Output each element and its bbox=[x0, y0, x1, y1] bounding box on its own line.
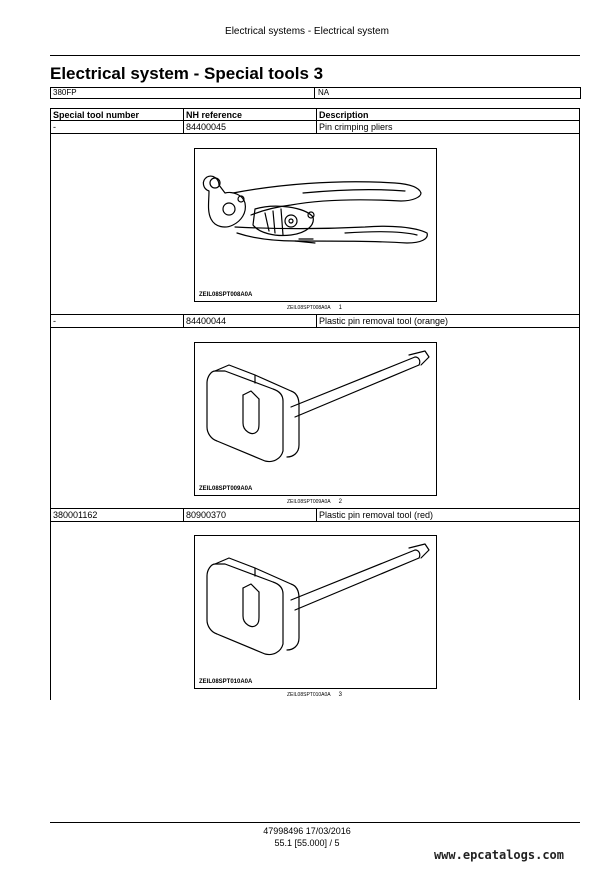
figure-code: ZEIL08SPT009A0A bbox=[199, 486, 253, 492]
figure-row bbox=[50, 328, 580, 509]
tool-number: - bbox=[51, 121, 184, 133]
footer-page-ref: 55.1 [55.000] / 5 bbox=[274, 838, 340, 848]
col-header-nh-reference: NH reference bbox=[184, 109, 317, 120]
table-header-row bbox=[50, 108, 580, 121]
running-header: Electrical systems - Electrical system bbox=[225, 26, 389, 37]
figure-caption bbox=[287, 305, 342, 311]
tool-figure bbox=[194, 148, 437, 302]
nh-reference: 80900370 bbox=[184, 509, 317, 521]
special-tools-table bbox=[50, 108, 580, 700]
col-header-tool-number: Special tool number bbox=[51, 109, 184, 120]
figure-row bbox=[50, 134, 580, 315]
figure-caption bbox=[287, 692, 342, 698]
figure-caption bbox=[287, 499, 342, 505]
table-row bbox=[50, 315, 580, 328]
figure-number: 3 bbox=[338, 692, 342, 698]
table-row bbox=[50, 509, 580, 522]
figure-code: ZEIL08SPT010A0A bbox=[199, 679, 253, 685]
footer-rule bbox=[50, 822, 580, 823]
pin-removal-tool-icon bbox=[195, 343, 436, 495]
figure-code: ZEIL08SPT008A0A bbox=[199, 292, 253, 298]
nh-reference: 84400044 bbox=[184, 315, 317, 327]
caption-code: ZEIL08SPT010A0A bbox=[287, 692, 331, 698]
figure-number: 1 bbox=[338, 305, 342, 311]
description: Plastic pin removal tool (red) bbox=[319, 510, 434, 520]
caption-code: ZEIL08SPT009A0A bbox=[287, 499, 331, 505]
col-header-description: Description bbox=[319, 110, 369, 120]
footer-doc-ref: 47998496 17/03/2016 bbox=[263, 826, 351, 836]
figure-number: 2 bbox=[338, 499, 342, 505]
description: Pin crimping pliers bbox=[319, 122, 393, 132]
crimping-pliers-icon bbox=[195, 149, 436, 301]
description: Plastic pin removal tool (orange) bbox=[319, 316, 449, 326]
header-rule bbox=[50, 55, 580, 56]
caption-code: ZEIL08SPT008A0A bbox=[287, 305, 331, 311]
model-value: NA bbox=[318, 88, 330, 97]
watermark: www.epcatalogs.com bbox=[433, 848, 564, 862]
tool-number: 380001162 bbox=[51, 509, 184, 521]
pin-removal-tool-icon bbox=[195, 536, 436, 688]
nh-reference: 84400045 bbox=[184, 121, 317, 133]
tool-figure bbox=[194, 535, 437, 689]
tool-number: - bbox=[51, 315, 184, 327]
tool-figure bbox=[194, 342, 437, 496]
table-row bbox=[50, 121, 580, 134]
figure-row bbox=[50, 522, 580, 700]
model-row bbox=[50, 87, 581, 99]
model-label: 380FP bbox=[53, 88, 77, 97]
section-title: Electrical system - Special tools 3 bbox=[50, 64, 324, 83]
